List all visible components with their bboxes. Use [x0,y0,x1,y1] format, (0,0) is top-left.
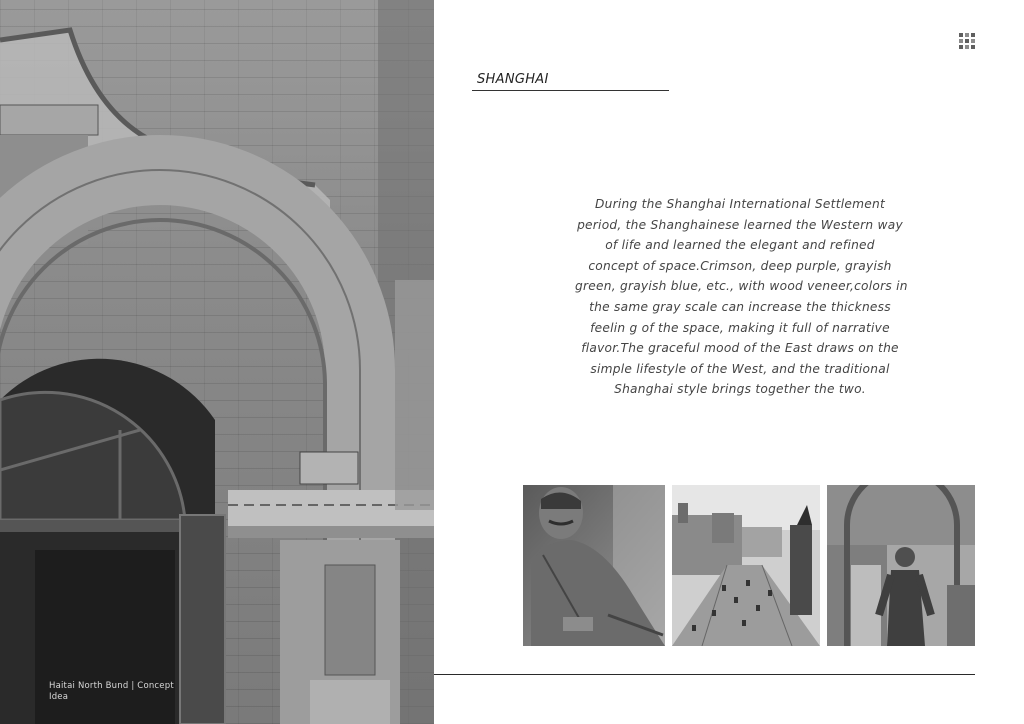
body-line: the same gray scale can increase the thickness [589,299,891,314]
body-line: simple lifestyle of the West, and the traditional [590,361,890,376]
footer-project-note: Haitai North Bund | Concept Idea [49,681,174,702]
standing-statue-photo [827,485,975,646]
bund-street-photo [672,485,820,646]
body-line: period, the Shanghainese learned the Western way [577,217,903,232]
body-line: feelin g of the space, making it full of narrative [590,320,890,335]
statue-portrait-photo [523,485,665,646]
body-line: Shanghai style brings together the two. [614,382,866,397]
body-line: of life and learned the elegant and refined [605,238,875,253]
arch-doorway-illustration [0,0,434,724]
grid-menu-icon[interactable] [959,33,975,49]
bottom-divider [434,674,975,675]
body-line: flavor.The graceful mood of the East draws on the [581,341,899,356]
body-line: concept of space.Crimson, deep purple, grayish [588,258,892,273]
page-title: SHANGHAI [477,72,549,87]
architecture-photo [0,0,434,724]
body-paragraph [575,194,908,400]
body-line: green, grayish blue, etc., with wood veneer,colors in [575,279,908,294]
title-underline [472,90,669,91]
body-line: During the Shanghai International Settlement [595,197,885,211]
